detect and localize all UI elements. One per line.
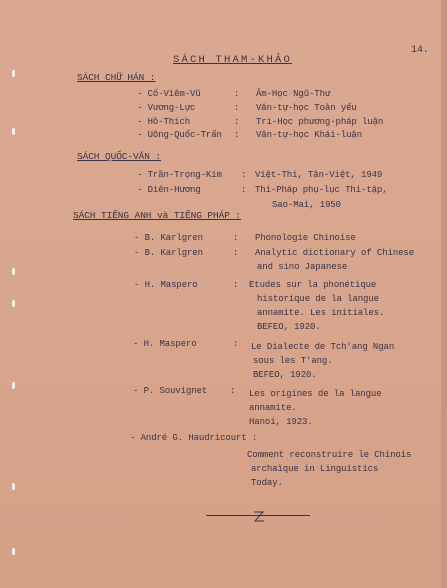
entry-author: - H. Maspero [133, 339, 197, 349]
entry-title-line: BEFEO, 1920. [253, 370, 317, 380]
page-number: 14. [411, 45, 429, 56]
entry-title: Phonologie Chinoise [255, 233, 356, 243]
entry-author: - André G. Haudricourt : [130, 433, 258, 443]
entry-author: - Vương-Lực [137, 103, 196, 113]
binder-hole [12, 483, 15, 490]
binder-hole [12, 548, 15, 555]
entry-title: Việt-Thi, Tân-Việt, 1949 [255, 170, 383, 180]
entry-author: - B. Karlgren [134, 233, 203, 243]
entry-author: - Cố-Viêm-Vũ [137, 89, 201, 99]
entry-title: Analytic dictionary of Chinese [255, 248, 415, 258]
binder-hole [12, 300, 15, 307]
entry-title: Âm-Học Ngũ-Thư [256, 89, 331, 99]
binder-hole [12, 128, 15, 135]
entry-separator: : [234, 103, 240, 113]
page-title: SÁCH THAM-KHẢO [173, 54, 293, 66]
entry-title-line: Today. [251, 478, 283, 488]
entry-author: - B. Karlgren [134, 248, 203, 258]
entry-title-line: archaïque in Linguistics [251, 464, 379, 474]
entry-title-line: BEFEO, 1920. [257, 322, 321, 332]
entry-author: - Diên-Hương [137, 185, 201, 195]
entry-separator: : [234, 117, 240, 127]
entry-title: Văn-tự-học Khái-luận [256, 130, 363, 140]
entry-title-line: sous les T'ang. [253, 356, 333, 366]
entry-separator: : [241, 185, 247, 195]
entry-author: - H. Maspero [134, 280, 198, 290]
section-heading-quoc-van: SÁCH QUỐC-VĂN : [77, 151, 162, 162]
section-heading-chu-han: SÁCH CHỮ HÁN : [77, 72, 156, 83]
section-heading-anh-phap: SÁCH TIẾNG ANH và TIẾNG PHÁP : [73, 210, 242, 221]
entry-title-line: annamite. [249, 403, 297, 413]
entry-author: - Hồ-Thích [137, 117, 191, 127]
entry-title-line: annamite. Les initiales. [257, 308, 385, 318]
binder-hole [12, 70, 15, 77]
entry-separator: : [234, 130, 240, 140]
binder-hole [12, 382, 15, 389]
entry-title: Le Dialecte de Tch'ang Ngan [251, 342, 395, 352]
entry-separator: : [233, 339, 239, 349]
entry-title-line: Hanoi, 1923. [249, 417, 313, 427]
entry-title: Văn-tự-học Toản yếu [256, 103, 357, 113]
entry-title: Trí-Học phương-pháp luận [256, 117, 384, 127]
entry-title-line: and sino Japanese [257, 262, 348, 272]
entry-title-line: historique de la langue [257, 294, 379, 304]
entry-author: - Uông-Quốc-Trấn [137, 130, 222, 140]
entry-separator: : [241, 170, 247, 180]
entry-separator: : [233, 233, 239, 243]
entry-separator: : [233, 248, 239, 258]
entry-author: - P. Souvignet [133, 386, 208, 396]
entry-title-line: Sao-Mai, 1950 [272, 200, 341, 210]
entry-separator: : [230, 386, 236, 396]
entry-title: Etudes sur la phonétique [249, 280, 377, 290]
closing-flourish-icon [252, 510, 266, 524]
entry-author: - Trần-Trọng-Kim [137, 170, 222, 180]
entry-title: Comment reconstruire le Chinois [247, 450, 412, 460]
binder-hole [12, 268, 15, 275]
entry-separator: : [234, 89, 240, 99]
entry-title: Thi-Pháp phụ-lục Thi-tập, [255, 185, 388, 195]
entry-title: Les origines de la langue [249, 389, 382, 399]
entry-separator: : [233, 280, 239, 290]
